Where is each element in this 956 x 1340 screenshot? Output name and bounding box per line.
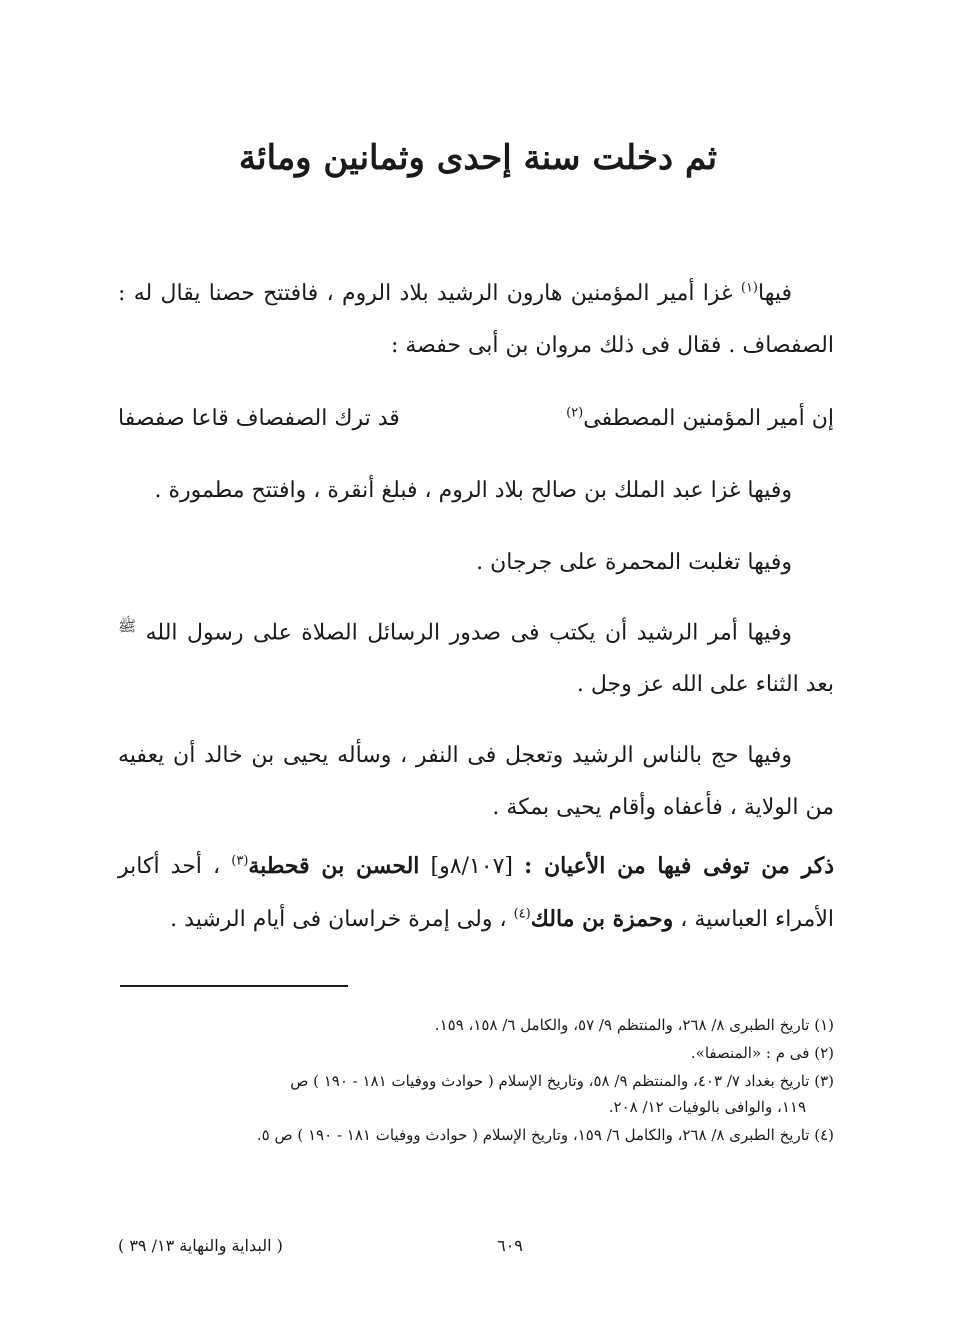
- footnote-3-continuation: ١١٩، والوافى بالوفيات ١٢/ ٢٠٨.: [608, 1098, 806, 1116]
- footnote-4: (٤) تاريخ الطبرى ٨/ ٢٦٨، والكامل ٦/ ١٥٩، وتاريخ الإسلام ( حوادث ووفيات ١٨١ - ١٩٠ ) ص ٥.: [256, 1126, 834, 1144]
- person-name-2: وحمزة بن مالك: [530, 906, 674, 932]
- footnote-1: (١) تاريخ الطبرى ٨/ ٢٦٨، والمنتظم ٩/ ٥٧، والكامل ٦/ ١٥٨، ١٥٩.: [434, 1016, 834, 1034]
- paragraph-3-text: وفيها تغلبت المحمرة على جرجان .: [476, 550, 792, 575]
- footnote-ref-3[interactable]: (٣): [231, 853, 249, 869]
- paragraph-6-text-2: ، ولى إمرة خراسان فى أيام الرشيد .: [170, 907, 514, 932]
- paragraph-6-text-1: ، أحد أكابر الأمراء العباسية ،: [118, 854, 834, 932]
- footnote-ref-2[interactable]: (٢): [566, 405, 584, 421]
- paragraph-4-text: وفيها أمر الرشيد أن يكتب فى صدور الرسائل الصلاة على رسول الله: [145, 620, 792, 646]
- paragraph-3: [118, 537, 834, 589]
- footnote-ref-4[interactable]: (٤): [513, 906, 531, 922]
- paragraph-2-text: وفيها غزا عبد الملك بن صالح بلاد الروم ، فبلغ أنقرة ، وافتتح مطمورة .: [154, 478, 792, 503]
- paragraph-4-continuation: بعد الثناء على الله عز وجل .: [576, 672, 834, 698]
- paragraph-6: [118, 840, 834, 946]
- footnote-2: (٢) فى م : «المنصفا».: [690, 1044, 834, 1062]
- page-title: ثم دخلت سنة إحدى وثمانين ومائة: [238, 138, 718, 178]
- paragraph-1: [118, 268, 834, 372]
- paragraph-1-start: فيها: [758, 281, 792, 306]
- verse-second-hemistich: قد ترك الصفصاف قاعا صفصفا: [118, 406, 400, 431]
- section-heading-deaths: ذكر من توفى فيها من الأعيان :: [524, 853, 835, 879]
- footnote-3: (٣) تاريخ بغداد ٧/ ٤٠٣، والمنتظم ٩/ ٥٨، وتاريخ الإسلام ( حوادث ووفيات ١٨١ - ١٩٠ ) ص ١١٩، والوافى بالوفيات ١٢/ ٢٠٨.: [290, 1072, 834, 1116]
- verse-first-hemistich: إن أمير المؤمنين المصطفى$^{(٢)}$: [566, 405, 834, 431]
- paragraph-5-text: وفيها حج بالناس الرشيد وتعجل فى النفر ، وسأله يحيى بن خالد أن يعفيه من الولاية ، فأعفاه وأقام يحيى بمكة .: [118, 743, 834, 820]
- page-footer: [118, 1236, 834, 1266]
- poem-verse: [118, 393, 834, 445]
- paragraph-1-text: غزا أمير المؤمنين هارون الرشيد بلاد الروم ، فافتتح حصنا يقال له : الصفصاف . فقال فى ذلك مروان بن أبى حفصة :: [118, 281, 834, 358]
- paragraph-5: [118, 730, 834, 834]
- manuscript-ref: [٨/١٠٧و]: [419, 854, 525, 879]
- footnotes-list: [118, 1012, 834, 1150]
- paragraph-4: [118, 600, 834, 711]
- page-number: ٦٠٩: [497, 1236, 523, 1255]
- book-reference: ( البداية والنهاية ١٣/ ٣٩ ): [118, 1236, 283, 1255]
- paragraph-2: [118, 465, 834, 517]
- salla-symbol: ﷺ: [118, 617, 137, 635]
- person-name-1: الحسن بن قحطبة: [248, 853, 420, 879]
- footnote-divider: [120, 985, 348, 987]
- footnote-ref-1[interactable]: (١): [740, 280, 758, 296]
